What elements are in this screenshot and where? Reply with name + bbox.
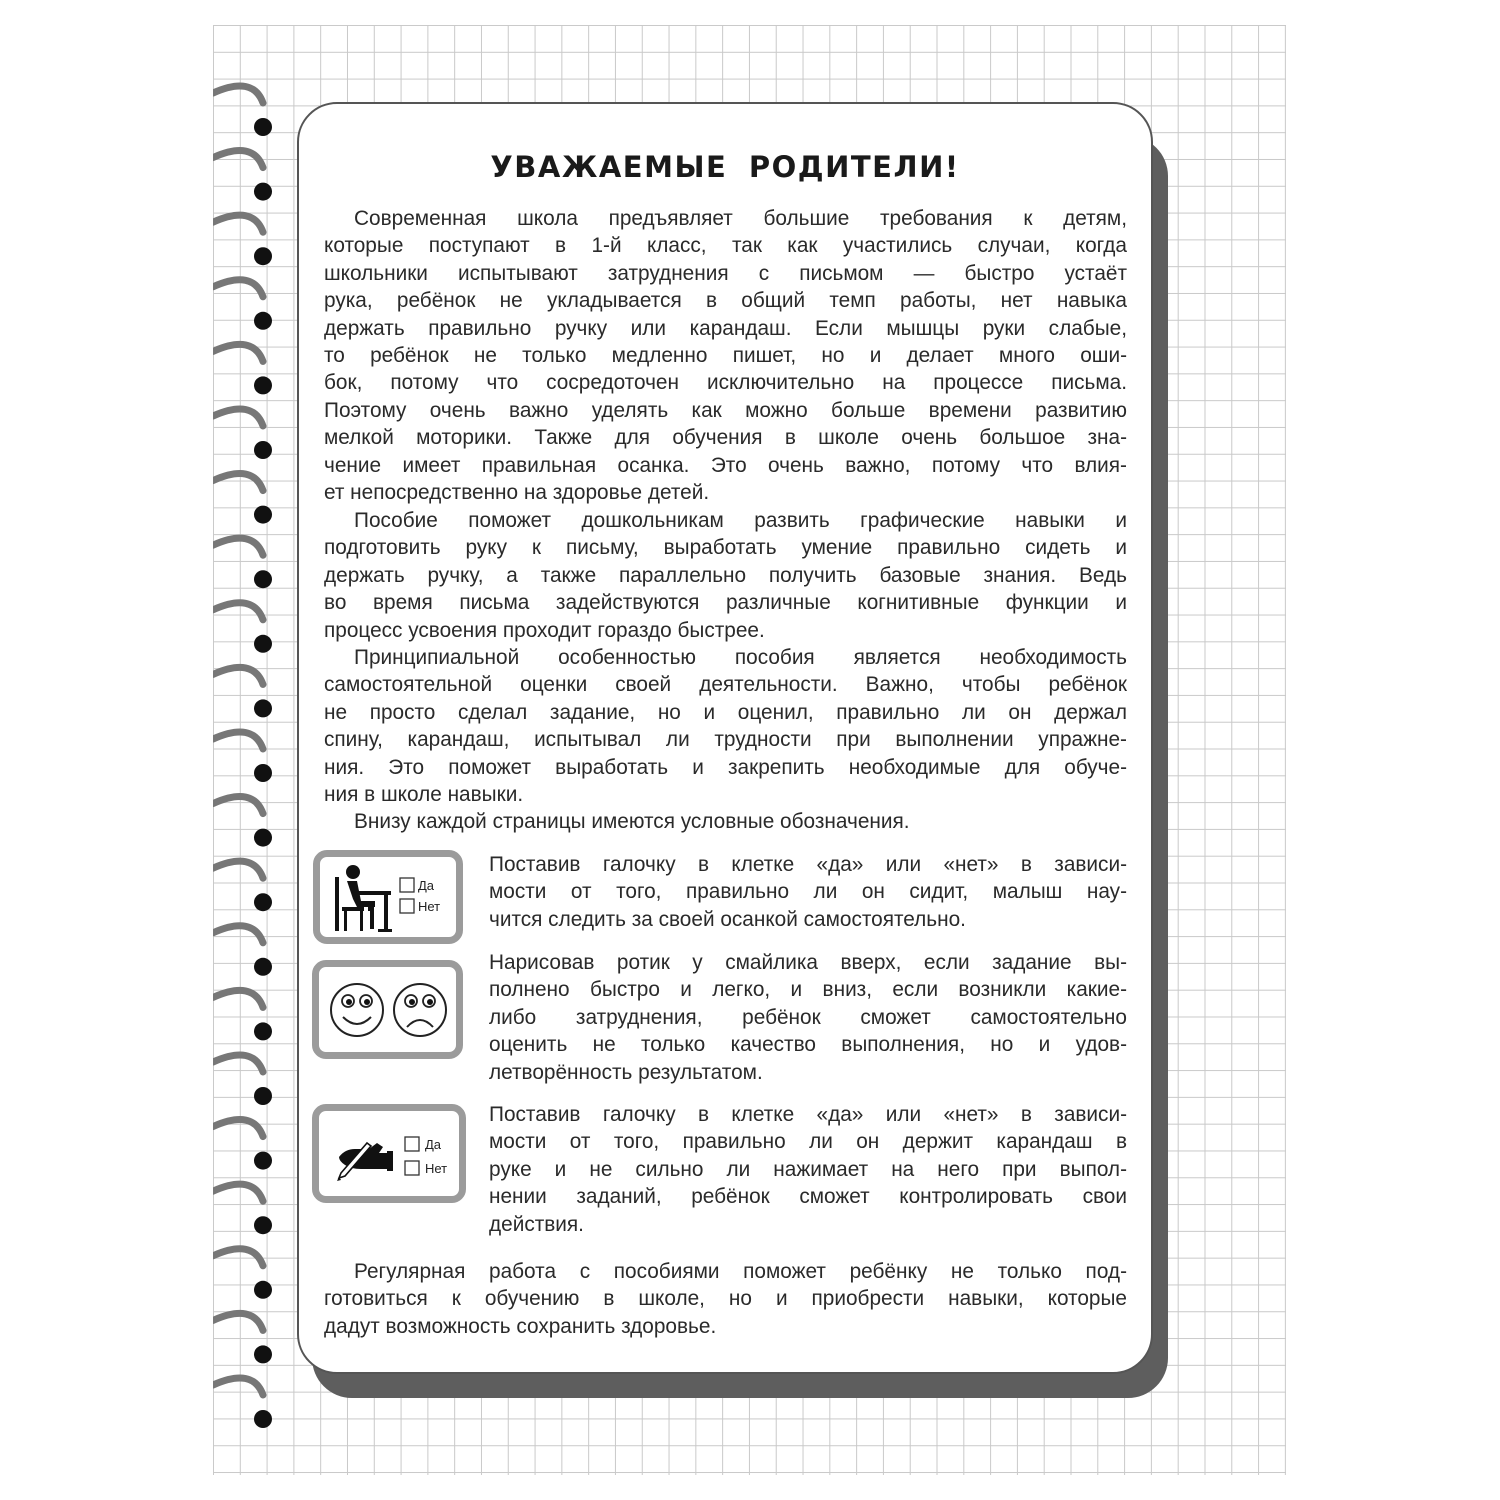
no-checkbox[interactable] — [405, 1161, 419, 1175]
spiral-ring — [213, 797, 272, 847]
sad-face-icon — [394, 984, 446, 1036]
text-line: либо затруднения, ребёнок сможет самостоятельно — [489, 1005, 1127, 1029]
spiral-ring — [213, 861, 272, 911]
spiral-ring — [213, 86, 272, 136]
spiral-ring — [213, 1249, 272, 1299]
text-line: действия. — [489, 1212, 584, 1236]
smiley-faces-icon — [319, 967, 456, 1052]
spiral-ring — [213, 344, 272, 394]
text-line: Принципиальной особенностью пособия является необходимость — [354, 646, 1127, 669]
paragraph-closing — [324, 1258, 1127, 1340]
text-line: мости от того, правильно ли он держит карандаш в — [489, 1130, 1127, 1154]
pencil-legend-box — [312, 1104, 466, 1203]
text-line: дадут возможность сохранить здоровье. — [324, 1314, 717, 1338]
yes-checkbox[interactable] — [400, 878, 414, 892]
smiley-legend-box — [312, 960, 463, 1059]
text-line: оценить не только качество выполнения, но и удов- — [489, 1033, 1127, 1057]
text-line: Поэтому очень важно уделять как можно больше времени развитию — [324, 398, 1127, 422]
spiral-ring — [213, 667, 272, 717]
spiral-ring — [213, 732, 272, 782]
happy-face-icon — [331, 984, 383, 1036]
text-line: процесс усвоения проходит гораздо быстрее. — [324, 618, 765, 642]
text-line: Регулярная работа с пособиями поможет ребёнку не только под- — [354, 1260, 1127, 1283]
text-line: держать правильно ручку или карандаш. Если мышцы руки слабые, — [324, 316, 1127, 340]
paragraph-self-assessment — [324, 644, 1127, 808]
text-line: Поставив галочку в клетке «да» или «нет» в зависи- — [489, 853, 1127, 876]
no-checkbox[interactable] — [400, 899, 414, 913]
spiral-binding — [213, 0, 303, 1500]
hand-pencil-icon — [319, 1111, 459, 1196]
text-line: полнено быстро и легко, и вниз, если возникли какие- — [489, 978, 1127, 1002]
paragraph-intro — [324, 205, 1127, 506]
text-line: мости от того, правильно ли он сидит, малыш нау- — [489, 880, 1127, 904]
smiley-legend-text — [489, 949, 1127, 1086]
spiral-ring — [213, 1055, 272, 1105]
spiral-ring — [213, 926, 272, 976]
text-line: Поставив галочку в клетке «да» или «нет» в зависи- — [489, 1103, 1127, 1126]
paragraph-purpose — [324, 507, 1127, 644]
spiral-ring — [213, 151, 272, 201]
page-title: УВАЖАЕМЫЕ РОДИТЕЛИ! — [490, 150, 960, 184]
text-line: то ребёнок не только медленно пишет, но и делает много оши- — [324, 344, 1127, 368]
no-label: Нет — [425, 1161, 448, 1176]
spiral-ring — [213, 1120, 272, 1170]
text-line: чится следить за своей осанкой самостоятельно. — [489, 907, 966, 931]
spiral-ring — [213, 603, 272, 653]
text-line: рука, ребёнок не укладывается в общий темп работы, нет навыка — [324, 289, 1127, 313]
spiral-ring — [213, 1313, 272, 1363]
spiral-ring — [213, 1184, 272, 1234]
text-line: школьники испытывают затруднения с письмом — быстро устаёт — [324, 261, 1127, 285]
spiral-ring — [213, 1378, 272, 1428]
text-line: мелкой моторики. Также для обучения в школе очень большое зна- — [324, 426, 1127, 450]
yes-label: Да — [425, 1137, 442, 1152]
spiral-ring — [213, 538, 272, 588]
text-line: нении заданий, ребёнок сможет контролировать свои — [489, 1185, 1127, 1209]
posture-legend-box — [313, 850, 463, 944]
text-line: Пособие поможет дошкольникам развить графические навыки и — [354, 509, 1127, 532]
text-line: ния. Это поможет выработать и закрепить необходимые для обуче- — [324, 755, 1127, 779]
text-line: Современная школа предъявляет большие требования к детям, — [354, 207, 1127, 230]
text-line: ния в школе навыки. — [324, 783, 524, 807]
yes-label: Да — [418, 878, 435, 893]
spiral-ring — [213, 215, 272, 265]
text-line: бок, потому что сосредоточен исключительно на процессе письма. — [324, 371, 1127, 395]
text-line: не просто сделал задание, но и оценил, правильно ли он держал — [324, 700, 1127, 724]
text-line: летворённость результатом. — [489, 1060, 763, 1084]
sitting-child-icon — [320, 857, 456, 937]
yes-checkbox[interactable] — [405, 1137, 419, 1151]
text-line: во время письма задействуются различные когнитивные функции и — [324, 591, 1127, 615]
text-line: которые поступают в 1-й класс, так как участились случаи, когда — [324, 234, 1127, 258]
text-line: руке и не сильно ли нажимает на него при выпол- — [489, 1157, 1127, 1181]
text-line: подготовить руку к письму, выработать умение правильно сидеть и — [324, 536, 1127, 560]
text-line: спину, карандаш, испытывал ли трудности при выполнении упражне- — [324, 728, 1127, 752]
posture-legend-text — [489, 851, 1127, 933]
text-line: ет непосредственно на здоровье детей. — [324, 481, 710, 505]
text-line: Внизу каждой страницы имеются условные обозначения. — [354, 810, 910, 833]
text-line: самостоятельной оценки своей деятельности. Важно, чтобы ребёнок — [324, 673, 1127, 697]
text-line: готовиться к обучению в школе, но и приобрести навыки, которые — [324, 1287, 1127, 1311]
text-line: Нарисовав ротик у смайлика вверх, если задание вы- — [489, 951, 1127, 974]
no-label: Нет — [418, 899, 441, 914]
text-line: держать ручку, а также параллельно получить базовые знания. Ведь — [324, 563, 1127, 587]
text-line: чение имеет правильная осанка. Это очень важно, потому что влия- — [324, 453, 1127, 477]
pencil-legend-text — [489, 1101, 1127, 1238]
paragraph-legend-intro — [324, 808, 1127, 835]
spiral-ring — [213, 409, 272, 459]
spiral-ring — [213, 280, 272, 330]
spiral-ring — [213, 474, 272, 524]
spiral-ring — [213, 990, 272, 1040]
